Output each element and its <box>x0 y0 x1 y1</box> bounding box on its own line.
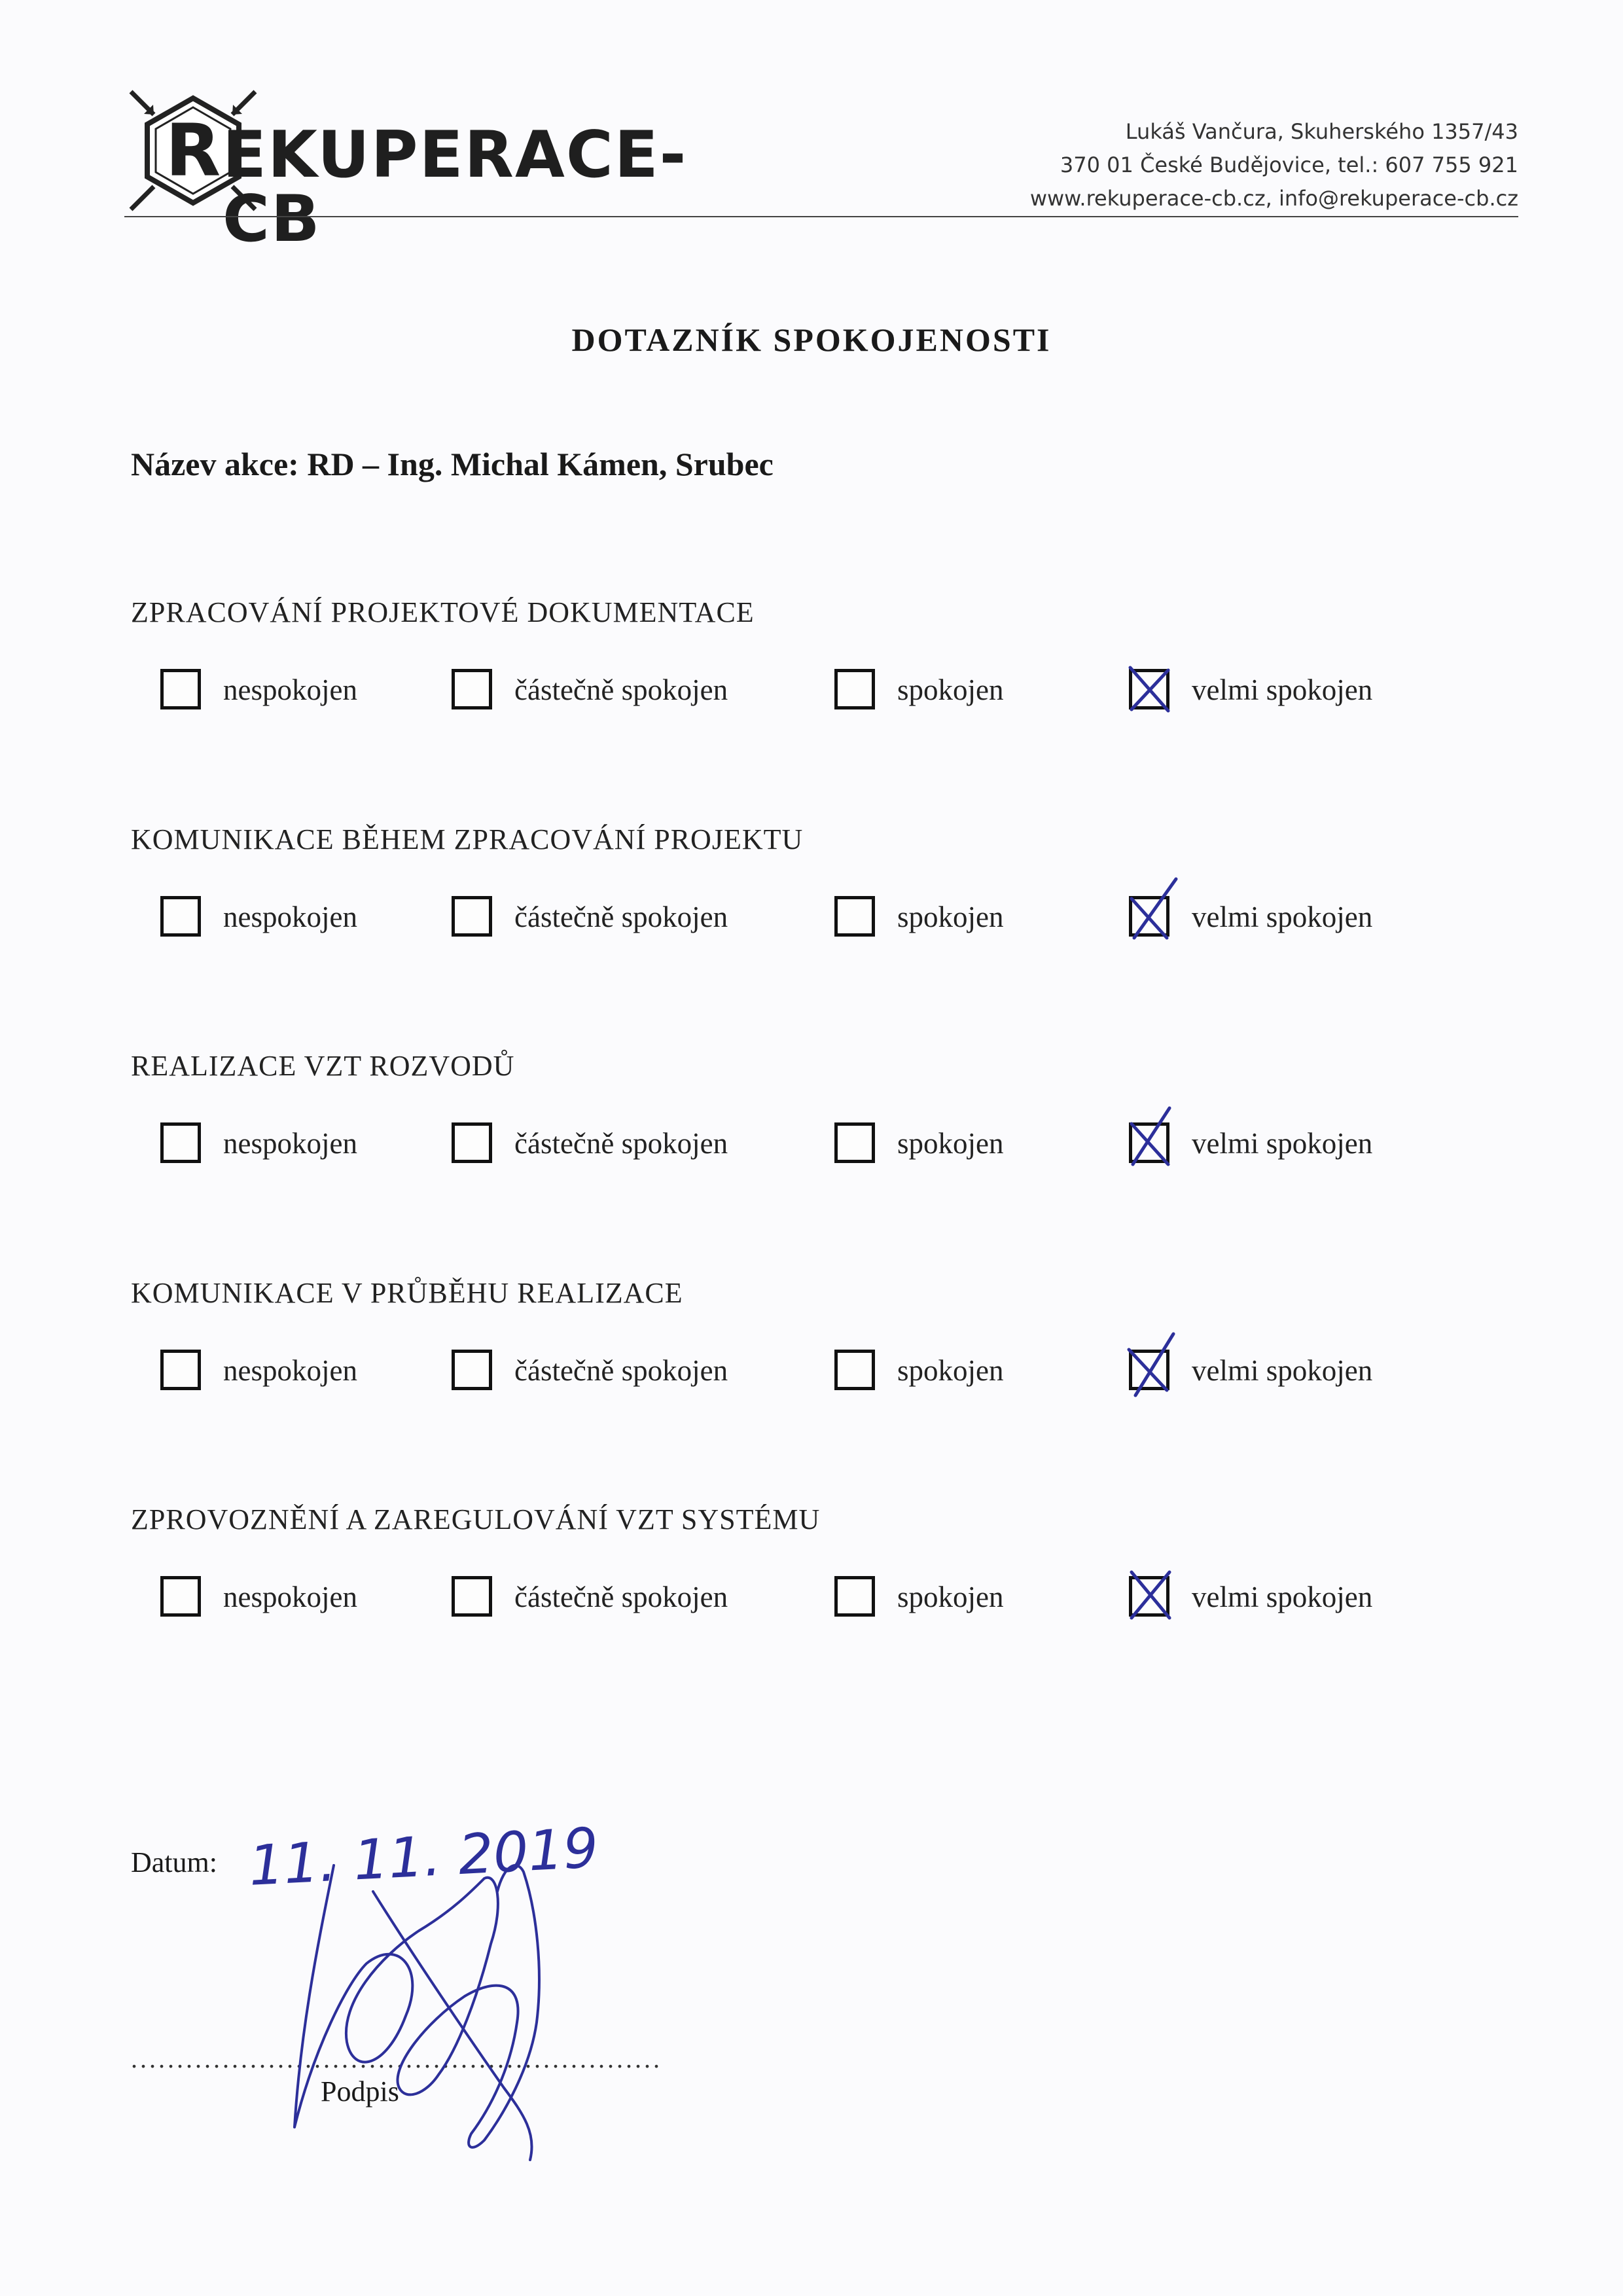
option-label: nespokojen <box>223 1581 357 1613</box>
date-label: Datum: <box>131 1846 217 1878</box>
checkbox[interactable] <box>160 1576 201 1617</box>
handwritten-cross-mark-icon <box>1122 1558 1181 1623</box>
checkbox[interactable] <box>160 669 201 709</box>
rating-section-vzt-commissioning <box>131 1503 1505 1660</box>
checkbox[interactable] <box>834 669 875 709</box>
option-label: velmi spokojen <box>1192 1127 1373 1160</box>
option-label: nespokojen <box>223 1354 357 1387</box>
checkbox[interactable] <box>452 896 492 937</box>
signature-line: .......................................................... <box>131 2044 662 2073</box>
option-label: nespokojen <box>223 1127 357 1160</box>
option-label: velmi spokojen <box>1192 673 1373 706</box>
event-name: Název akce: RD – Ing. Michal Kámen, Srubec <box>131 446 774 482</box>
option-label: částečně spokojen <box>514 1581 728 1613</box>
checkbox[interactable] <box>834 1122 875 1163</box>
option-label: spokojen <box>897 1581 1004 1613</box>
option-label: nespokojen <box>223 901 357 933</box>
option-label: spokojen <box>897 1127 1004 1160</box>
handwritten-cross-mark-icon <box>1122 878 1181 943</box>
handwritten-cross-mark-icon <box>1122 1331 1181 1397</box>
option-label: spokojen <box>897 673 1004 706</box>
rating-section-realization-communication <box>131 1276 1505 1433</box>
checkbox[interactable] <box>452 669 492 709</box>
checkbox[interactable] <box>452 1576 492 1617</box>
option-label: částečně spokojen <box>514 673 728 706</box>
rating-section-vzt-installation <box>131 1049 1505 1206</box>
option-label: spokojen <box>897 1354 1004 1387</box>
handwritten-signature <box>275 1852 582 2179</box>
section-heading: KOMUNIKACE BĚHEM ZPRACOVÁNÍ PROJEKTU <box>131 823 804 855</box>
checkbox[interactable] <box>160 896 201 937</box>
section-heading: REALIZACE VZT ROZVODŮ <box>131 1050 515 1082</box>
contact-block <box>929 115 1518 215</box>
checkbox[interactable] <box>834 1350 875 1390</box>
company-logo <box>124 85 688 257</box>
option-label: spokojen <box>897 901 1004 933</box>
page-title: DOTAZNÍK SPOKOJENOSTI <box>571 321 1052 358</box>
rating-section-project-docs <box>131 596 1505 753</box>
option-label: částečně spokojen <box>514 1354 728 1387</box>
section-heading: ZPRACOVÁNÍ PROJEKTOVÉ DOKUMENTACE <box>131 596 755 628</box>
logo-text: EKUPERACE-CB <box>223 118 688 257</box>
option-label: velmi spokojen <box>1192 1581 1373 1613</box>
checkbox[interactable] <box>160 1350 201 1390</box>
rating-section-project-communication <box>131 823 1505 980</box>
section-heading: ZPROVOZNĚNÍ A ZAREGULOVÁNÍ VZT SYSTÉMU <box>131 1503 821 1535</box>
header-divider <box>124 216 1518 217</box>
handwritten-cross-mark-icon <box>1122 1104 1181 1170</box>
option-label: velmi spokojen <box>1192 1354 1373 1387</box>
checkbox[interactable] <box>834 1576 875 1617</box>
option-label: částečně spokojen <box>514 1127 728 1160</box>
option-label: nespokojen <box>223 673 357 706</box>
handwritten-cross-mark-icon <box>1122 651 1181 716</box>
contact-city-phone: 370 01 České Budějovice, tel.: 607 755 921 <box>1060 152 1518 177</box>
checkbox[interactable] <box>452 1350 492 1390</box>
section-heading: KOMUNIKACE V PRŮBĚHU REALIZACE <box>131 1277 683 1309</box>
contact-address: Lukáš Vančura, Skuherského 1357/43 <box>1125 119 1518 144</box>
contact-web-email: www.rekuperace-cb.cz, info@rekuperace-cb.cz <box>1029 186 1518 211</box>
checkbox[interactable] <box>834 896 875 937</box>
logo-initial: R <box>165 109 221 192</box>
handwritten-date-text: 11. 11. 2019 <box>247 1816 600 1898</box>
option-label: velmi spokojen <box>1192 901 1373 933</box>
checkbox[interactable] <box>452 1122 492 1163</box>
option-label: částečně spokojen <box>514 901 728 933</box>
signature-label: Podpis <box>321 2075 399 2108</box>
checkbox[interactable] <box>160 1122 201 1163</box>
